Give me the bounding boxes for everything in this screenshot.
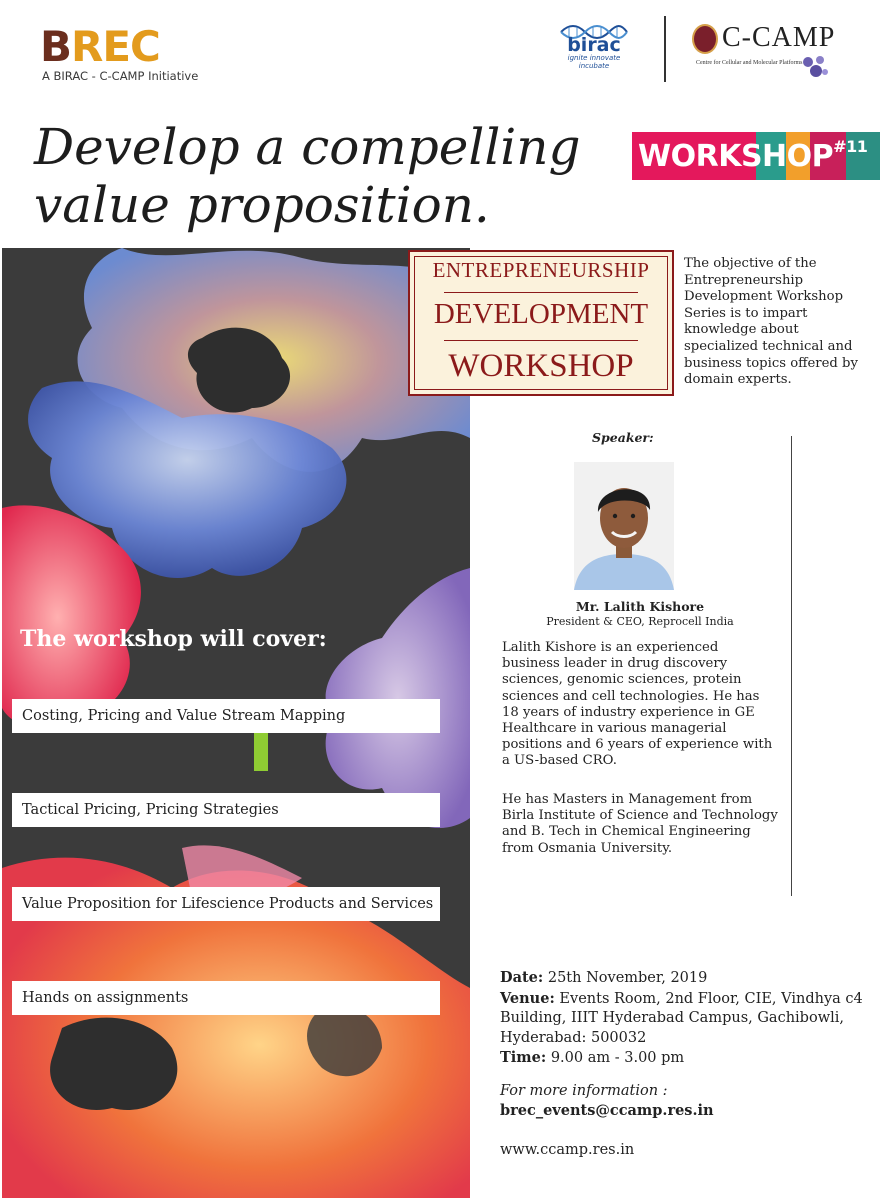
- brec-logo: [40, 22, 210, 84]
- brec-tagline: A BIRAC - C-CAMP Initiative: [42, 69, 199, 83]
- more-info-label: For more information :: [500, 1083, 668, 1099]
- event-time-value: 9.00 am - 3.00 pm: [550, 1050, 685, 1066]
- speaker-portrait-graphic: [574, 462, 674, 590]
- birac-logo: [554, 24, 634, 78]
- speaker-label: Speaker:: [592, 430, 654, 445]
- speaker-photo: [574, 462, 674, 590]
- program-title-rule: [444, 340, 638, 341]
- event-details: [500, 968, 872, 1069]
- program-title-line-1: ENTREPRENEURSHIP: [432, 258, 650, 282]
- ccamp-seal-icon: [692, 24, 718, 54]
- event-time-label: Time:: [500, 1049, 547, 1066]
- objective-text: The objective of the Entrepreneurship Development Workshop Series is to impart knowledge about specialized technical and business topics offered by domain experts.: [684, 256, 858, 388]
- workshop-badge-number: #11: [833, 137, 868, 156]
- event-time: [500, 1048, 872, 1069]
- program-title-line-2: DEVELOPMENT: [433, 298, 649, 330]
- workshop-badge: [632, 132, 880, 180]
- speaker-role: President & CEO, Reprocell India: [546, 615, 734, 628]
- event-date-value: 25th November, 2019: [547, 970, 708, 986]
- ccamp-tagline: Centre for Cellular and Molecular Platforms: [696, 60, 803, 66]
- program-title-box: [408, 250, 674, 396]
- ccamp-wordmark: C-CAMP: [722, 22, 836, 53]
- coverage-topic: Value Proposition for Lifescience Products and Services: [12, 887, 440, 921]
- speaker-bio-paragraph-1: Lalith Kishore is an experienced business leader in drug discovery sciences, genomic sciences, protein sciences and cell technologies. He has 18 years of industry experience in GE Healthcare in various managerial positions and 6 years of experience with a US-based CRO.: [502, 640, 773, 769]
- header-divider: [664, 16, 666, 82]
- birac-wordmark: birac: [567, 34, 621, 56]
- event-date: [500, 968, 872, 989]
- birac-tagline: ignite innovate incubate: [567, 54, 621, 70]
- page-title-line-2: value proposition.: [34, 176, 490, 234]
- brec-logo-wordmark: BREC: [40, 22, 160, 71]
- event-venue: [500, 989, 872, 1049]
- molecule-icon: [800, 54, 830, 80]
- speaker-name: Mr. Lalith Kishore: [575, 599, 705, 614]
- coverage-topic: Hands on assignments: [12, 981, 440, 1015]
- event-venue-value: Events Room, 2nd Floor, CIE, Vindhya c4 Building, IIIT Hyderabad Campus, Gachibowli, Hyderabad: 500032: [500, 990, 863, 1046]
- program-title-rule: [444, 292, 638, 293]
- speaker-bio-paragraph-2: He has Masters in Management from Birla Institute of Science and Technology and B. Tech in Chemical Engineering from Osmania University.: [502, 792, 778, 856]
- ccamp-logo: [690, 22, 840, 82]
- contact-email-link[interactable]: brec_events@ccamp.res.in: [500, 1102, 714, 1119]
- coverage-title: The workshop will cover:: [20, 626, 327, 652]
- event-date-label: Date:: [500, 969, 544, 986]
- vertical-divider: [791, 436, 792, 896]
- coverage-topic: Tactical Pricing, Pricing Strategies: [12, 793, 440, 827]
- website-link[interactable]: www.ccamp.res.in: [500, 1142, 635, 1158]
- coverage-topic: Costing, Pricing and Value Stream Mapping: [12, 699, 440, 733]
- page-title-line-1: Develop a compelling: [34, 118, 581, 176]
- event-venue-label: Venue:: [500, 989, 555, 1007]
- workshop-badge-label: WORKSHOP$^{\#11}$: [638, 137, 868, 174]
- page-title: [34, 118, 581, 234]
- program-title-line-3: WORKSHOP: [448, 348, 634, 384]
